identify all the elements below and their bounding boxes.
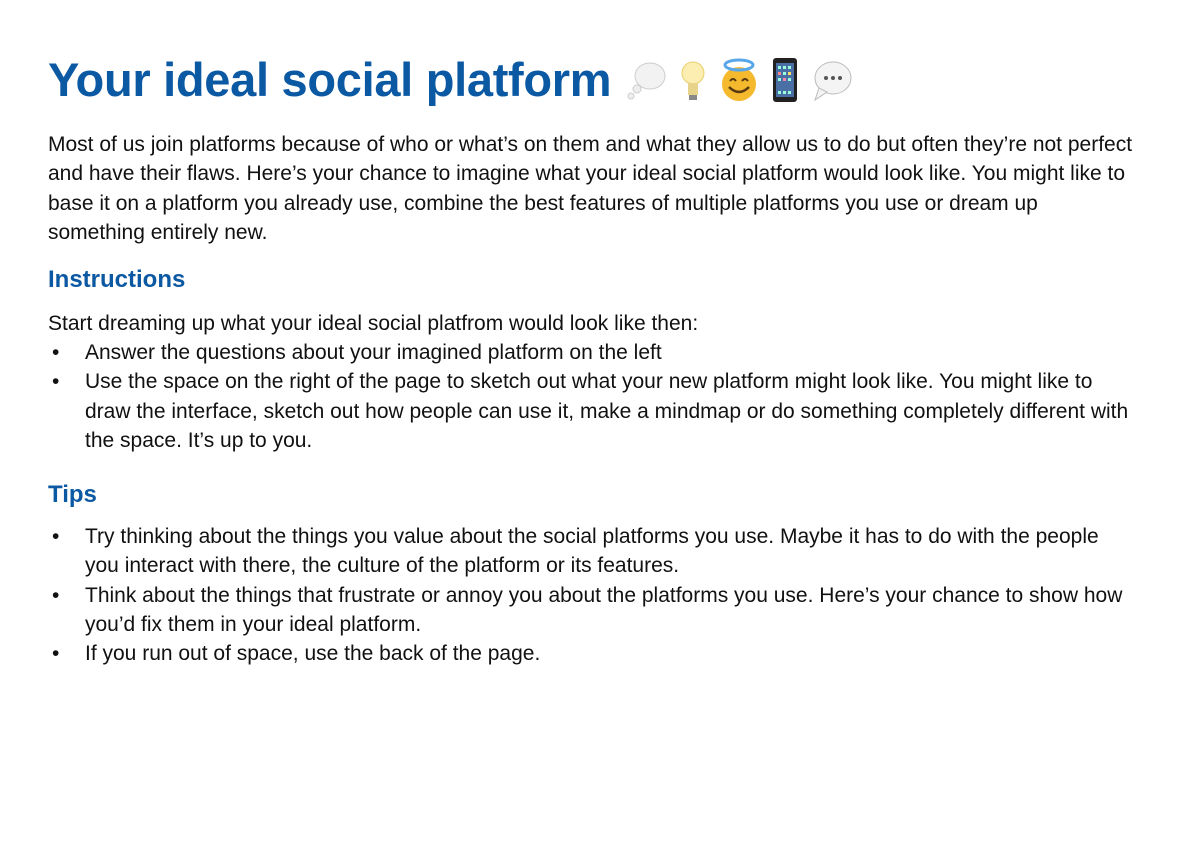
- list-item: [48, 581, 1138, 640]
- page-title: [48, 52, 853, 107]
- tips-list: [48, 522, 1138, 668]
- title-emojis: [625, 56, 853, 104]
- list-item: [48, 338, 1138, 367]
- thought-balloon-icon: [625, 56, 669, 104]
- mobile-phone-icon: [763, 56, 807, 104]
- bullet: •: [52, 583, 60, 607]
- instructions-heading: Instructions: [48, 266, 186, 293]
- light-bulb-icon: [671, 56, 715, 104]
- list-item-text: Try thinking about the things you value about the social platforms you use. Maybe it has to do with the people you interact with there, the culture of the platform or its features.: [85, 525, 1099, 578]
- list-item: [48, 639, 1138, 668]
- speech-balloon-icon: [809, 56, 853, 104]
- bullet: •: [52, 370, 60, 394]
- bullet: •: [52, 525, 60, 548]
- instructions-lead: Start dreaming up what your ideal social platfrom would look like then:: [48, 312, 699, 335]
- list-item-text: If you run out of space, use the back of the page.: [85, 642, 541, 666]
- instructions-list: [48, 338, 1138, 455]
- bullet: •: [52, 341, 60, 364]
- list-item: [48, 522, 1138, 581]
- list-item-text: Think about the things that frustrate or annoy you about the platforms you use. Here’s your chance to show how you’d fix them in your ideal platform.: [85, 583, 1123, 636]
- tips-heading: Tips: [48, 481, 97, 508]
- page-title-text: Your ideal social platform: [48, 53, 612, 106]
- list-item-text: Answer the questions about your imagined platform on the left: [85, 341, 662, 364]
- bullet: •: [52, 642, 60, 666]
- list-item: [48, 367, 1138, 455]
- list-item-text: Use the space on the right of the page to sketch out what your new platform might look like. You might like to draw the interface, sketch out how people can use it, make a mindmap or do something completely different with the space. It’s up to you.: [85, 370, 1129, 452]
- smiling-face-with-halo-icon: [717, 56, 761, 104]
- intro-paragraph: Most of us join platforms because of who or what’s on them and what they allow us to do but often they’re not perfect and have their flaws. Here’s your chance to imagine what your ideal social platform would look like. You might like to base it on a platform you already use, combine the best features of multiple platforms you use or dream up something entirely new.: [48, 133, 1133, 244]
